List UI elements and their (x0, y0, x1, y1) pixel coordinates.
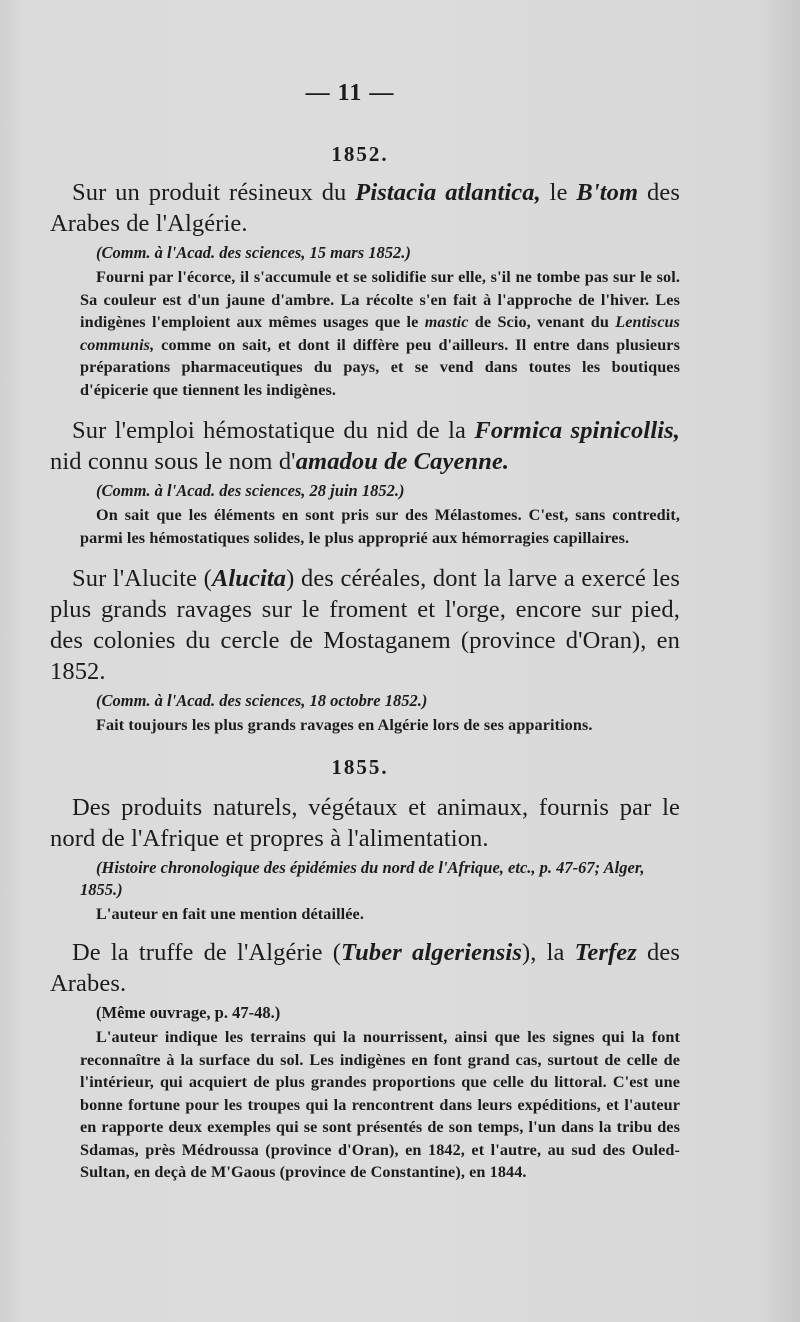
entry-citation: (Histoire chronologique des épidémies du nord de l'Afrique, etc., p. 47-67; Alger, 1855.) (80, 857, 645, 899)
entry-citation: (Comm. à l'Acad. des sciences, 28 juin 1852.) (96, 481, 405, 500)
entry-title: Sur l'emploi hémostatique du nid de la Formica spinicollis, nid connu sous le nom d'amadou de Cayenne. (50, 417, 680, 475)
entry-body: Fourni par l'écorce, il s'accumule et se solidifie sur elle, s'il ne tombe pas sur le sol. Sa couleur est d'un jaune d'ambre. La récolte s'en fait à l'approche de l'hiver. Les indigènes l'emploient aux mêmes usages que le mastic de Scio, venant du Lentiscus communis, comme on sait, et dont il diffère peu d'ailleurs. Il entre dans plusieurs préparations pharmaceutiques du pays, et se vend dans toutes les boutiques d'épicerie que tiennent les indigènes. (80, 268, 680, 399)
entry-title: Des produits naturels, végétaux et animaux, fournis par le nord de l'Afrique et propres à l'alimentation. (50, 793, 680, 852)
entry-pistacia (50, 177, 680, 401)
entry-citation: (Même ouvrage, p. 47-48.) (96, 1003, 281, 1022)
entry-body: Fait toujours les plus grands ravages en Algérie lors de ses apparitions. (96, 716, 593, 734)
entry-citation: (Comm. à l'Acad. des sciences, 18 octobre 1852.) (96, 691, 428, 710)
entry-body: On sait que les éléments en sont pris sur des Mélastomes. C'est, sans contredit, parmi les hémostatiques solides, le plus approprié aux hémorragies capillaires. (80, 506, 680, 547)
entry-title: Sur l'Alucite (Alucita) des céréales, dont la larve a exercé les plus grands ravages sur le froment et l'orge, encore sur pied, des colonies du cercle de Mostaganem (province d'Oran), en 1852. (50, 565, 680, 685)
entry-body: L'auteur indique les terrains qui la nourrissent, ainsi que les signes qui la font reconnaître à la surface du sol. Les indigènes en font grand cas, surtout de celle de l'intérieur, qui acquiert de plus grandes proportions que celle du littoral. C'est une bonne fortune pour les troupes qui la rencontrent dans leurs expéditions, et l'auteur en rapporte deux exemples qui se sont présentés de son temps, l'un dans la tribu des Sdamas, près Médroussa (province d'Oran), en 1842, et l'autre, au sud des Ouled-Sultan, en deçà de M'Gaous (province de Constantine), en 1844. (80, 1028, 680, 1181)
page-content (50, 142, 680, 1184)
entry-formica (50, 415, 680, 549)
entry-title: Sur un produit résineux du Pistacia atlantica, le B'tom des Arabes de l'Algérie. (50, 179, 680, 237)
entry-body: L'auteur en fait une mention détaillée. (96, 904, 364, 923)
entry-title: De la truffe de l'Algérie (Tuber algeriensis), la Terfez des Arabes. (50, 939, 680, 997)
entry-truffe (50, 937, 680, 1184)
entry-produits-naturels (50, 792, 680, 926)
entry-alucita (50, 563, 680, 737)
year-heading-1852: 1852. (331, 142, 389, 166)
entry-citation: (Comm. à l'Acad. des sciences, 15 mars 1852.) (96, 243, 411, 262)
page-number: — 11 — (305, 80, 395, 106)
year-heading-1855: 1855. (331, 754, 389, 779)
